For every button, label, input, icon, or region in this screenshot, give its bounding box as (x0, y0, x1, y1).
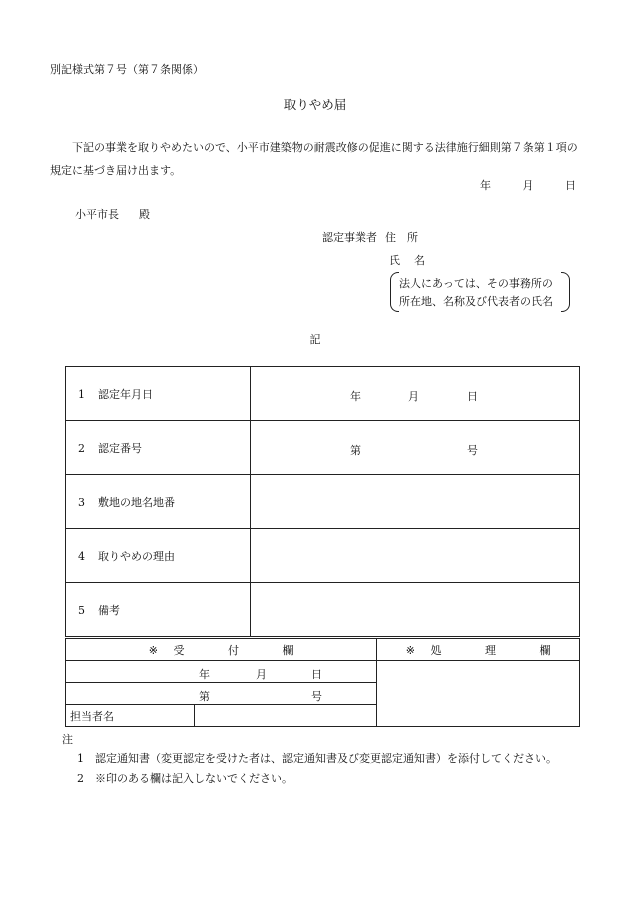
address-label: 住 所 (385, 231, 418, 244)
addressee-honorific: 殿 (139, 208, 150, 221)
reception-date (66, 661, 377, 683)
notes-heading: 注 (62, 733, 73, 746)
certification-date-field[interactable] (251, 367, 580, 421)
row-number: 2 (78, 441, 85, 455)
left-bracket (390, 272, 399, 312)
person-in-charge-label: 担当者名 (66, 705, 195, 727)
field-number-suffix: 号 (467, 444, 478, 457)
mark-icon: ※ (148, 643, 158, 657)
name-label-2: 名 (414, 254, 425, 267)
corporate-note-line-1: 法人にあっては、その事務所の (399, 277, 553, 290)
site-address-field[interactable] (251, 475, 580, 529)
processing-char-3: 欄 (539, 643, 551, 657)
addressee-name: 小平市長 (75, 208, 119, 221)
reception-char-1: 受 (173, 643, 185, 657)
table-row (66, 475, 580, 529)
intro-text (50, 136, 590, 182)
table-row (66, 639, 580, 661)
table-row (66, 367, 580, 421)
row-number: 1 (78, 387, 85, 401)
reception-number (66, 683, 377, 705)
table-row (66, 661, 580, 683)
note-text: ※印のある欄は記入しないでください。 (95, 772, 293, 785)
reception-year: 年 (199, 668, 210, 681)
field-number-prefix: 第 (350, 444, 361, 457)
date-month: 月 (522, 179, 534, 192)
row-number: 5 (78, 603, 85, 617)
applicant-role: 認定事業者 (322, 231, 377, 244)
details-table (65, 366, 580, 637)
note-text: 認定通知書（変更認定を受けた者は、認定通知書及び変更認定通知書）を添付してください。 (95, 752, 557, 765)
field-month: 月 (408, 390, 419, 403)
row-label (66, 475, 251, 529)
row-label (66, 529, 251, 583)
note-number: 1 (77, 752, 84, 765)
note-item (77, 753, 557, 764)
applicant-address-row (322, 232, 418, 243)
reception-month: 月 (256, 668, 267, 681)
reception-day: 日 (311, 668, 322, 681)
submission-date (480, 180, 576, 191)
office-use-table (65, 638, 580, 727)
row-label (66, 421, 251, 475)
reception-header (66, 639, 377, 661)
row-label-text: 取りやめの理由 (98, 549, 175, 563)
corporate-note (390, 272, 570, 312)
row-label-text: 認定番号 (98, 441, 142, 455)
table-row (66, 421, 580, 475)
date-day: 日 (565, 179, 576, 192)
addressee (75, 209, 150, 220)
ki-heading: 記 (309, 333, 321, 346)
form-number: 別記様式第７号（第７条関係） (50, 63, 204, 76)
reception-number-suffix: 号 (311, 690, 322, 703)
applicant-name-row (389, 255, 425, 266)
row-number: 4 (78, 549, 85, 563)
field-day: 日 (467, 390, 478, 403)
intro-line-1: 下記の事業を取りやめたいので、小平市建築物の耐震改修の促進に関する法律施行細則第７条第１項の (72, 141, 578, 154)
processing-header (377, 639, 580, 661)
table-row (66, 583, 580, 637)
person-in-charge-field (195, 705, 377, 727)
row-label-text: 認定年月日 (98, 387, 153, 401)
row-label (66, 367, 251, 421)
reception-char-2: 付 (227, 643, 239, 657)
note-item (77, 773, 293, 784)
page-title: 取りやめ届 (283, 97, 347, 112)
date-year: 年 (480, 179, 491, 192)
row-label-text: 敷地の地名地番 (98, 495, 175, 509)
name-label-1: 氏 (389, 254, 400, 267)
row-label-text: 備考 (98, 603, 120, 617)
processing-area (377, 661, 580, 727)
withdrawal-reason-field[interactable] (251, 529, 580, 583)
reception-char-3: 欄 (282, 643, 294, 657)
remarks-field[interactable] (251, 583, 580, 637)
intro-line-2: 規定に基づき届け出ます。 (50, 164, 182, 177)
corporate-note-line-2: 所在地、名称及び代表者の氏名 (399, 295, 553, 308)
table-row (66, 529, 580, 583)
processing-char-1: 処 (430, 643, 442, 657)
note-number: 2 (77, 772, 84, 785)
right-bracket (561, 272, 570, 312)
field-year: 年 (350, 390, 361, 403)
certification-number-field[interactable] (251, 421, 580, 475)
processing-char-2: 理 (484, 643, 496, 657)
mark-icon: ※ (405, 643, 415, 657)
reception-number-prefix: 第 (199, 690, 210, 703)
row-label (66, 583, 251, 637)
row-number: 3 (78, 495, 85, 509)
